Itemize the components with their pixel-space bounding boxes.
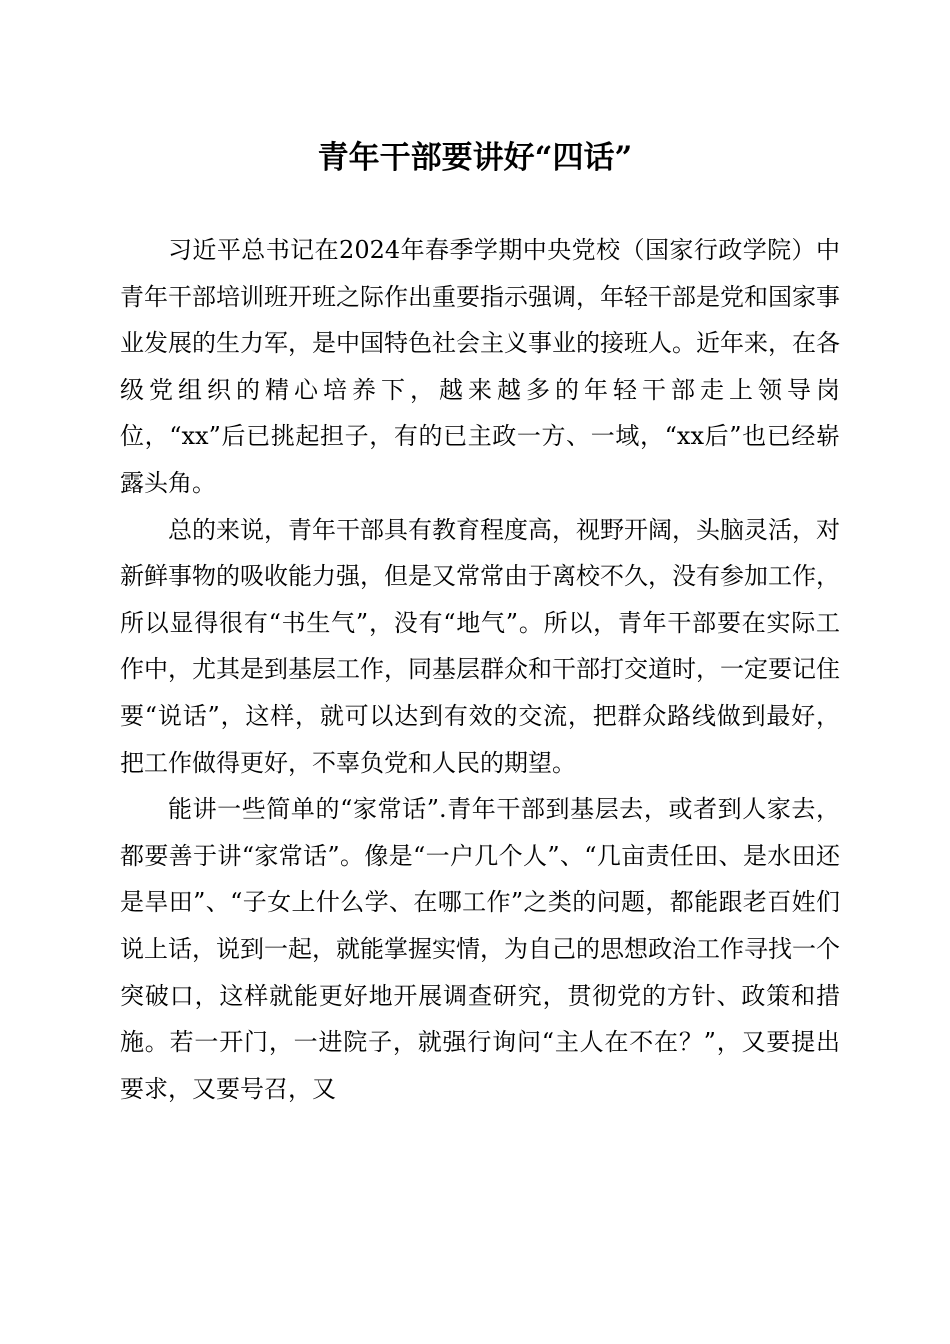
document-body [120, 227, 840, 1112]
paragraph: 能讲一些简单的“家常话”.青年干部到基层去，或者到人家去，都要善于讲“家常话”。像是“一户几个人”、“几亩责任田、是水田还是旱田”、“子女上什么学、在哪工作”之类的问题，都能跟老百姓们说上话，说到一起，就能掌握实情，为自己的思想政治工作寻找一个突破口，这样就能更好地开展调查研究，贯彻党的方针、政策和措施。若一开门，一进院子，就强行询问“主人在不在？”，又要提出要求，又要号召，又 [120, 795, 840, 1103]
paragraph: 总的来说，青年干部具有教育程度高，视野开阔，头脑灵活，对新鲜事物的吸收能力强，但是又常常由于离校不久，没有参加工作，所以显得很有“书生气”，没有“地气”。所以，青年干部要在实际工作中，尤其是到基层工作，同基层群众和干部打交道时，一定要记住要“说话”，这样，就可以达到有效的交流，把群众路线做到最好，把工作做得更好，不辜负党和人民的期望。 [120, 515, 840, 777]
document-title: 青年干部要讲好“四话” [317, 140, 633, 176]
paragraph: 习近平总书记在2024年春季学期中央党校（国家行政学院）中青年干部培训班开班之际作出重要指示强调，年轻干部是党和国家事业发展的生力军，是中国特色社会主义事业的接班人。近年来，在各级党组织的精心培养下，越来越多的年轻干部走上领导岗位，“xx”后已挑起担子，有的已主政一方、一域，“xx后”也已经崭露头角。 [120, 236, 840, 497]
